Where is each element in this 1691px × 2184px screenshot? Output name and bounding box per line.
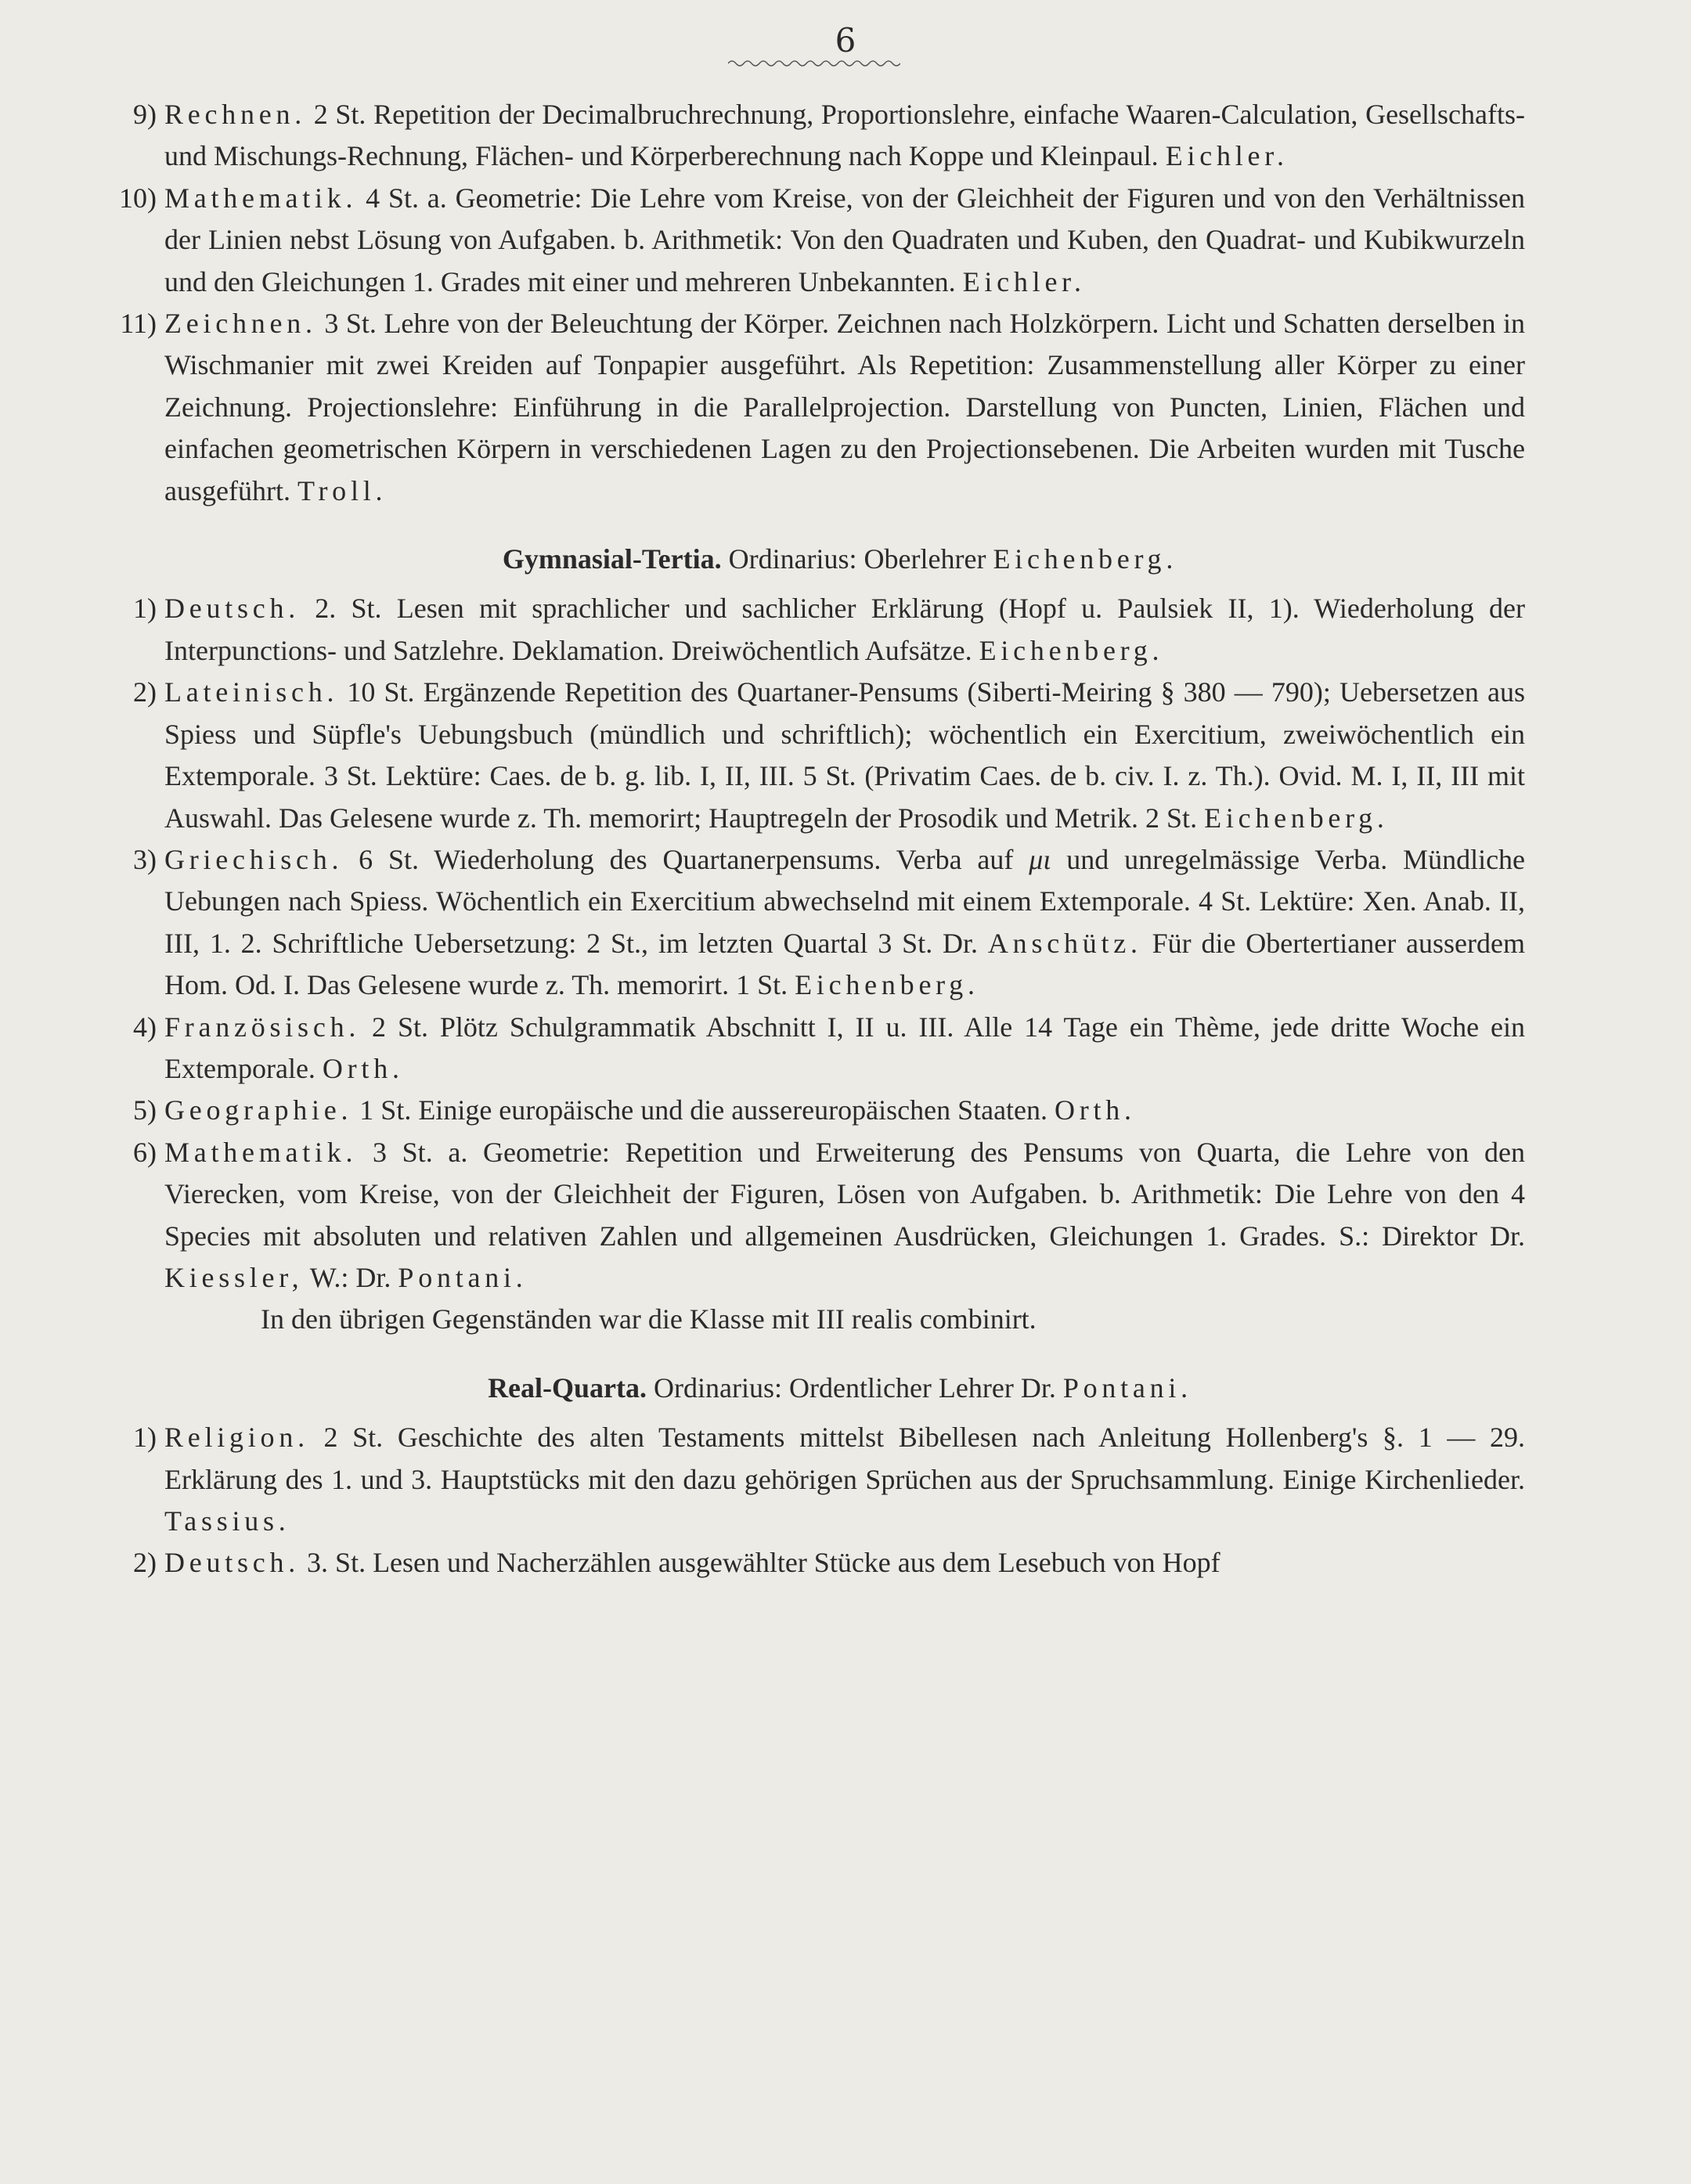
item-text: 1 St. Einige europäische und die aussereuropäischen Staaten. [359,1094,1048,1126]
list-item [108,839,1525,1007]
teacher-name: Troll. [297,474,388,506]
item-number: 2) [133,676,157,708]
teacher-name: Pontani. [398,1261,528,1293]
subject-name: Geographie. [164,1094,353,1126]
subject-name: Deutsch. [164,593,301,625]
subject-name: Mathematik. [164,182,358,214]
item-text: 2. St. Lesen mit sprachlicher und sachlicher Erklärung (Hopf u. Paulsiek II, 1). Wiederholung der Interpunctions- und Satzlehre. Deklamation. Dreiwöchentlich Aufsätze. [164,593,1525,666]
subject-name: Deutsch. [164,1547,301,1579]
item-text: W.: Dr. [309,1261,391,1293]
list-item [108,672,1525,839]
item-text: 3. St. Lesen und Nacherzählen ausgewählter Stücke aus dem Lesebuch von Hopf [307,1547,1220,1579]
list-item [108,1417,1525,1542]
item-text: 10 St. Ergänzende Repetition des Quartaner-Pensums (Siberti-Meiring § 380 — 790); Uebersetzen aus Spiess und Süpfle's Uebungsbuch (mündlich und schriftlich); wöchentlich ein Exercitium, zweiwöchentlich ein Extemporale. 3 St. Lektüre: Caes. de b. g. lib. I, II, III. 5 St. (Privatim Caes. de b. civ. I. z. Th.). Ovid. M. I, II, III mit Auswahl. Das Gelesene wurde z. Th. memorirt; Hauptregeln der Prosodik und Metrik. 2 St. [164,676,1525,834]
subject-name: Lateinisch. [164,676,339,708]
item-number: 2) [133,1547,157,1579]
item-number: 11) [120,308,157,340]
item-text: 3 St. a. Geometrie: Repetition und Erweiterung des Pensums von Quarta, die Lehre von den Vierecken, vom Kreise, von der Gleichheit der Figuren, Lösen von Aufgaben. b. Arithmetik: Die Lehre von den 4 Species mit absoluten und relativen Zahlen und allgemeinen Ausdrücken, Gleichungen 1. Grades. S.: Direktor Dr. [164,1136,1526,1252]
list-item [108,1132,1525,1299]
subject-name: Zeichnen. [164,308,317,340]
item-number: 6) [133,1136,157,1168]
item-number: 5) [133,1094,157,1126]
teacher-name: Eichenberg. [979,634,1164,666]
class-note: In den übrigen Gegenständen war die Klasse mit III realis combinirt. [261,1303,1037,1335]
list-item [108,94,1525,178]
item-number: 1) [133,593,157,625]
teacher-name: Kiessler, [164,1261,304,1293]
list-item [108,1090,1525,1131]
teacher-name: Orth. [322,1052,404,1084]
list-item [108,178,1525,303]
list-item [108,1007,1525,1090]
teacher-name: Eichler. [962,265,1086,297]
subject-name: Religion. [164,1422,309,1454]
section-title: Gymnasial-Tertia. [502,543,722,575]
subject-name: Französisch. [164,1011,361,1043]
section-heading-tertia [108,539,1525,580]
teacher-name: Eichenberg. [795,969,979,1001]
section-heading-quarta [108,1368,1525,1409]
teacher-name: Eichler. [1165,140,1289,172]
item-text: 6 St. Wiederholung des Quartanerpensums. Verba auf [359,843,1014,875]
ornament-divider [728,58,900,69]
item-text: und unregelmässige Verba. Mündliche Uebungen nach Spiess. Wöchentlich ein Exercitium abwechselnd mit einem Extemporale. 4 St. Lektüre: Xen. Anab. II, III, 1. 2. Schriftliche Uebersetzung: 2 St., im letzten Quartal 3 St. Dr. [164,843,1526,959]
list-item [108,1542,1525,1584]
page-number: 6 [835,21,856,59]
ordinarius-name: Eichenberg. [993,543,1178,575]
greek-text: μι [1029,843,1051,875]
teacher-name: Tassius. [164,1505,290,1537]
item-text: 2 St. Geschichte des alten Testaments mittelst Bibellesen nach Anleitung Hollenberg's §. 1 — 29. Erklärung des 1. und 3. Hauptstücks mit den dazu gehörigen Sprüchen aus der Spruchsammlung. Einige Kirchenlieder. [164,1422,1525,1495]
list-item [108,303,1525,512]
item-text: 4 St. a. Geometrie: Die Lehre vom Kreise, von der Gleichheit der Figuren und von den Verhältnissen der Linien nebst Lösung von Aufgaben. b. Arithmetik: Von den Quadraten und Kuben, den Quadrat- und Kubikwurzeln und den Gleichungen 1. Grades mit einer und mehreren Unbekannten. [164,182,1526,297]
item-number: 3) [133,843,157,875]
subject-name: Mathematik. [164,1136,358,1168]
teacher-name: Anschütz. [987,927,1142,959]
item-text: 2 St. Plötz Schulgrammatik Abschnitt I, II u. III. Alle 14 Tage ein Thème, jede dritte Woche ein Extemporale. [164,1011,1526,1084]
item-number: 4) [133,1011,157,1043]
subject-name: Rechnen. [164,99,307,130]
teacher-name: Eichenberg. [1204,802,1389,834]
section-title: Real-Quarta. [488,1371,647,1404]
page-content [108,94,1525,1584]
list-item [108,588,1525,672]
item-text: 2 St. Repetition der Decimalbruchrechnung, Proportionslehre, einfache Waaren-Calculation, Gesellschafts- und Mischungs-Rechnung, Flächen- und Körperberechnung nach Koppe und Kleinpaul. [164,99,1525,172]
subject-name: Griechisch. [164,843,344,875]
ordinarius-label: Ordinarius: Oberlehrer [728,543,986,575]
ordinarius-name: Pontani. [1062,1371,1192,1404]
teacher-name: Orth. [1055,1094,1136,1126]
item-number: 1) [133,1422,157,1454]
item-number: 10) [119,182,157,214]
ordinarius-label: Ordinarius: Ordentlicher Lehrer Dr. [654,1371,1056,1404]
item-text: 3 St. Lehre von der Beleuchtung der Körper. Zeichnen nach Holzkörpern. Licht und Schatten derselben in Wischmanier mit zwei Kreiden auf Tonpapier ausgeführt. Als Repetition: Zusammenstellung aller Körper zu einer Zeichnung. Projectionslehre: Einführung in die Parallelprojection. Darstellung von Puncten, Linien, Flächen und einfachen geometrischen Körpern in verschiedenen Lagen zu den Projectionsebenen. Die Arbeiten wurden mit Tusche ausgeführt. [164,308,1526,506]
item-text: Für die Obertertianer ausserdem Hom. Od. I. Das Gelesene wurde z. Th. memorirt. 1 St. [164,927,1525,1001]
item-number: 9) [133,99,157,130]
